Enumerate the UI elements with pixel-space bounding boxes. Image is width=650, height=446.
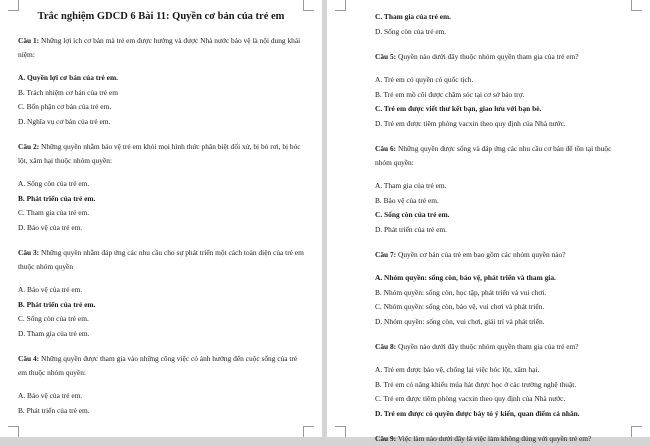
answer-option: A. Bảo vệ của trẻ em. bbox=[18, 391, 83, 400]
question-text bbox=[375, 50, 630, 64]
question-text bbox=[375, 432, 630, 446]
answer-option-correct: A. Nhóm quyền: sống còn, bảo vệ, phát triển và tham gia. bbox=[375, 273, 556, 282]
answer-option: C. Nhóm quyền: sống còn, bảo vệ, vui chơi và phát triển. bbox=[375, 302, 545, 311]
answer-option-correct: B. Phát triển của trẻ em. bbox=[18, 299, 96, 309]
question-body: Những quyền được sống và đáp ứng các nhu cầu cơ bản để tồn tại thuộc nhóm quyền: bbox=[375, 144, 612, 167]
question-block bbox=[375, 432, 630, 446]
answer-option: A. Trẻ em có quyền có quốc tịch. bbox=[375, 75, 474, 84]
answer-option: D. Sống còn của trẻ em. bbox=[375, 26, 447, 36]
question-block bbox=[375, 248, 630, 329]
answer-option: A. Tham gia của trẻ em. bbox=[375, 181, 447, 190]
question-body: Việc làm nào dưới đây là việc làm không đúng với quyền trẻ em? bbox=[397, 434, 592, 443]
answer-option: A. Bảo vệ của trẻ em. bbox=[18, 285, 83, 294]
question-number: Câu 1: bbox=[18, 36, 40, 45]
question-number: Câu 4: bbox=[18, 354, 40, 363]
answer-option: B. Bảo vệ của trẻ em. bbox=[375, 195, 439, 205]
question-text bbox=[375, 248, 630, 262]
answer-option: A. Sống còn của trẻ em. bbox=[18, 179, 90, 188]
crop-mark bbox=[8, 426, 19, 437]
question-body: Quyền nào dưới đây thuộc nhóm quyền tham gia của trẻ em? bbox=[398, 342, 579, 351]
document-title: Trắc nghiệm GDCD 6 Bài 11: Quyền cơ bản của trẻ em bbox=[37, 11, 285, 22]
answer-option: B. Trẻ em có năng khiếu múa hát được học ở các trường nghệ thuật. bbox=[375, 379, 577, 389]
question-text bbox=[18, 34, 304, 62]
answer-option: C. Bổn phận cơ bản của trẻ em. bbox=[18, 102, 112, 111]
answer-option: B. Trách nhiệm cơ bản của trẻ em bbox=[18, 87, 118, 97]
answer-option-correct: C. Tham gia của trẻ em. bbox=[375, 12, 452, 21]
answer-option: D. Tham gia của trẻ em. bbox=[18, 328, 90, 338]
question-body: Những quyền nhằm đáp ứng các nhu cầu cho sự phát triển một cách toàn diện của trẻ em thuộc nhóm quyền bbox=[18, 248, 304, 271]
question-text bbox=[18, 140, 304, 168]
question-number: Câu 9: bbox=[375, 434, 397, 443]
answer-option: D. Trẻ em được tiêm phòng vacxin theo quy định của Nhà nước. bbox=[375, 118, 566, 128]
question-block bbox=[18, 246, 304, 341]
crop-mark bbox=[8, 0, 19, 11]
question-block bbox=[18, 34, 304, 129]
answer-option-correct: C. Trẻ em được viết thư kết bạn, giao lưu với bạn bè. bbox=[375, 104, 542, 113]
answer-option: C. Sống còn của trẻ em. bbox=[18, 314, 89, 323]
question-block bbox=[18, 140, 304, 235]
question-number: Câu 8: bbox=[375, 342, 397, 351]
question-number: Câu 5: bbox=[375, 52, 397, 61]
crop-mark bbox=[631, 0, 642, 11]
question-number: Câu 7: bbox=[375, 250, 397, 259]
answer-option: A. Trẻ em được bảo vệ, chống lại việc bóc lột, xâm hại. bbox=[375, 365, 540, 374]
question-text bbox=[375, 142, 630, 170]
question-block bbox=[375, 50, 630, 131]
question-list bbox=[18, 34, 304, 418]
answer-option: B. Phát triển của trẻ em. bbox=[18, 405, 90, 415]
answer-option: C. Tham gia của trẻ em. bbox=[18, 208, 90, 217]
answer-option: D. Bảo vệ của trẻ em. bbox=[18, 222, 83, 232]
carried-options bbox=[375, 10, 630, 39]
question-body: Những quyền nhằm bảo vệ trẻ em khỏi mọi hình thức phân biệt đối xử, bị bỏ rơi, bị bóc lột, xâm hại thuộc nhóm quyền: bbox=[18, 142, 301, 165]
document-page-right bbox=[327, 0, 650, 443]
answer-option: B. Trẻ em mồ côi được chăm sóc tại cơ sở bảo trợ. bbox=[375, 89, 525, 99]
question-block bbox=[18, 352, 304, 418]
answer-option-correct: A. Quyền lợi cơ bản của trẻ em. bbox=[18, 73, 118, 82]
question-list bbox=[375, 50, 630, 446]
question-body: Những lợi ích cơ bản mà trẻ em được hưởng và được Nhà nước bảo vệ là nội dung khái niệm: bbox=[18, 36, 301, 59]
crop-mark bbox=[303, 0, 314, 11]
question-body: Quyền nào dưới đây thuộc nhóm quyền tham gia của trẻ em? bbox=[398, 52, 579, 61]
answer-option: C. Trẻ em được tiêm phòng vacxin theo quy định của Nhà nước. bbox=[375, 394, 566, 403]
answer-option-correct: C. Sống còn của trẻ em. bbox=[375, 210, 450, 219]
question-block bbox=[375, 340, 630, 421]
question-text bbox=[18, 352, 304, 380]
question-text bbox=[18, 246, 304, 274]
crop-mark bbox=[631, 426, 642, 437]
crop-mark bbox=[303, 426, 314, 437]
question-text bbox=[375, 340, 630, 354]
answer-option-correct: D. Trẻ em được có quyền được bày tỏ ý kiến, quan điểm cá nhân. bbox=[375, 408, 580, 418]
question-number: Câu 3: bbox=[18, 248, 40, 257]
answer-option: B. Nhóm quyền: sống còn, học tập, phát triển và vui chơi. bbox=[375, 287, 547, 297]
answer-option-correct: B. Phát triển của trẻ em. bbox=[18, 193, 96, 203]
question-body: Những quyền được tham gia vào những công việc có ảnh hưởng đến cuộc sống của trẻ em thuộc nhóm quyền: bbox=[18, 354, 298, 377]
answer-option: D. Phát triển của trẻ em. bbox=[375, 224, 448, 234]
question-number: Câu 2: bbox=[18, 142, 40, 151]
document-page-left bbox=[0, 0, 322, 437]
question-number: Câu 6: bbox=[375, 144, 397, 153]
answer-option: D. Nghĩa vụ cơ bản của trẻ em. bbox=[18, 116, 111, 126]
question-block bbox=[375, 142, 630, 237]
answer-option: D. Nhóm quyền: sống còn, vui chơi, giải trí và phát triển. bbox=[375, 316, 545, 326]
crop-mark bbox=[335, 0, 346, 11]
question-body: Quyền cơ bản của trẻ em bao gồm các nhóm quyền nào? bbox=[398, 250, 566, 259]
crop-mark bbox=[335, 426, 346, 437]
